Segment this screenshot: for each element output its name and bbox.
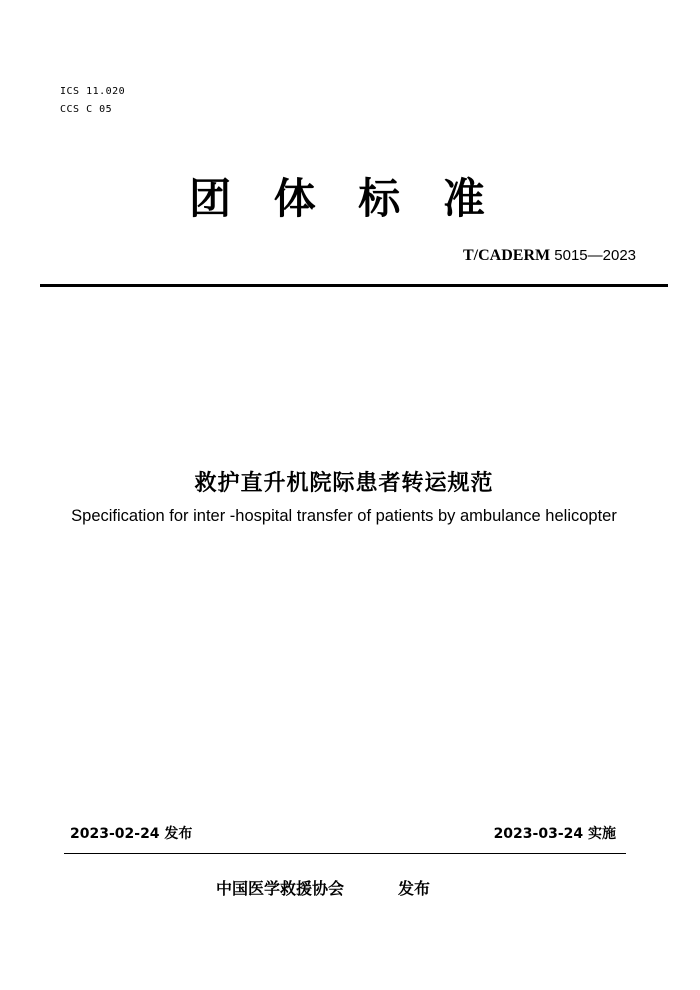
ccs-code: CCS C 05: [60, 104, 113, 115]
standard-type-title: 团 体 标 准: [189, 174, 499, 223]
publisher: [216, 876, 430, 899]
effective-date: 2023-03-24 实施: [493, 826, 616, 842]
footer-divider: [64, 853, 626, 854]
document-title-cn: 救护直升机院际患者转运规范: [194, 471, 494, 496]
ics-code: ICS 11.020: [60, 86, 126, 97]
publisher-name: 中国医学救援协会: [216, 879, 345, 898]
standard-code-number: 5015—2023: [550, 247, 636, 264]
publisher-action: 发布: [398, 879, 431, 898]
standard-code: [463, 246, 636, 265]
header-divider: [40, 284, 668, 287]
issue-date: 2023-02-24 发布: [70, 826, 193, 842]
standard-code-prefix: T/CADERM: [462, 247, 551, 264]
document-title-en: Specification for inter -hospital transfer of patients by ambulance helicopter: [71, 507, 617, 525]
